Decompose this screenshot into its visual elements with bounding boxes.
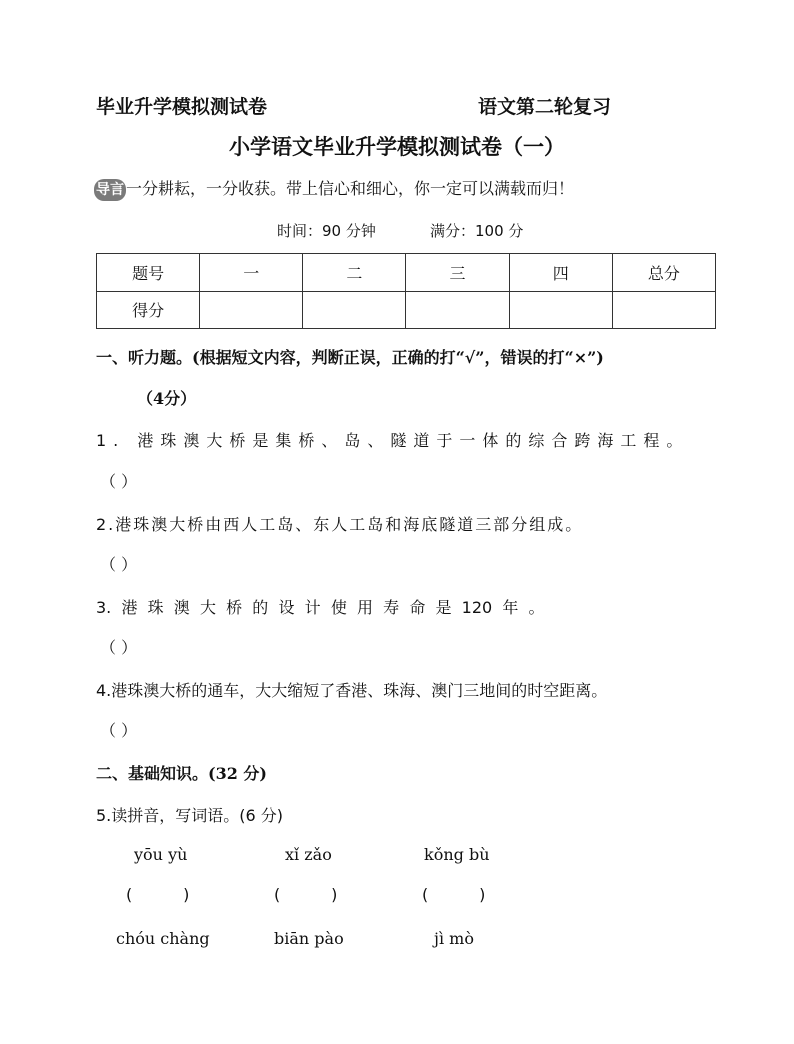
question-2: 2.港珠澳大桥由西人工岛、东人工岛和海底隧道三部分组成。 xyxy=(96,515,584,534)
exam-time: 时间：90 分钟 xyxy=(277,222,376,240)
score-row-label: 得分 xyxy=(97,291,200,329)
intro-badge: 导言 xyxy=(94,179,126,201)
pinyin-6: jì mò xyxy=(434,929,474,948)
header-left: 毕业升学模拟测试卷 xyxy=(96,96,268,118)
answer-blank-4[interactable]: （ ） xyxy=(100,721,138,740)
pinyin-5: biān pào xyxy=(274,929,344,948)
question-1: 1. 港珠澳大桥是集桥、岛、隧道于一体的综合跨海工程。 xyxy=(96,431,690,450)
score-table-cell: 一 xyxy=(200,254,303,292)
score-input-cell[interactable] xyxy=(303,291,406,329)
word-blank-2[interactable]: ( ) xyxy=(274,885,338,904)
score-table-cell: 题号 xyxy=(97,254,200,292)
pinyin-3: kǒng bù xyxy=(424,845,490,864)
score-input-cell[interactable] xyxy=(612,291,715,329)
header-right: 语文第二轮复习 xyxy=(478,96,612,118)
score-table-cell: 四 xyxy=(509,254,612,292)
answer-blank-2[interactable]: （ ） xyxy=(100,555,138,574)
pinyin-2: xǐ zǎo xyxy=(285,845,332,864)
section2-title: 二、基础知识。(32 分) xyxy=(96,764,267,783)
pinyin-1: yōu yù xyxy=(134,845,188,864)
question-5: 5.读拼音，写词语。(6 分) xyxy=(96,806,284,825)
intro-text: 一分耕耘，一分收获。带上信心和细心，你一定可以满载而归！ xyxy=(126,179,575,198)
score-table-cell: 三 xyxy=(406,254,509,292)
answer-blank-1[interactable]: （ ） xyxy=(100,472,138,491)
section1-points: （4分） xyxy=(137,389,197,408)
question-4: 4.港珠澳大桥的通车，大大缩短了香港、珠海、澳门三地间的时空距离。 xyxy=(96,681,608,700)
score-table-cell: 二 xyxy=(303,254,406,292)
page-title: 小学语文毕业升学模拟测试卷（一） xyxy=(229,134,565,159)
intro-line xyxy=(94,176,574,201)
word-blank-3[interactable]: ( ) xyxy=(422,885,486,904)
exam-full-score: 满分：100 分 xyxy=(430,222,524,240)
score-table-cell: 总分 xyxy=(612,254,715,292)
score-input-cell[interactable] xyxy=(406,291,509,329)
question-3: 3. 港 珠 澳 大 桥 的 设 计 使 用 寿 命 是 120 年 。 xyxy=(96,598,545,617)
section1-title: 一、听力题。(根据短文内容，判断正误，正确的打“√”，错误的打“×”) xyxy=(96,348,604,367)
score-input-cell[interactable] xyxy=(509,291,612,329)
answer-blank-3[interactable]: （ ） xyxy=(100,638,138,657)
word-blank-1[interactable]: ( ) xyxy=(126,885,190,904)
score-table-header-row xyxy=(97,254,716,292)
score-table-row xyxy=(97,291,716,329)
pinyin-4: chóu chàng xyxy=(116,929,210,948)
score-table xyxy=(96,253,716,329)
score-input-cell[interactable] xyxy=(200,291,303,329)
